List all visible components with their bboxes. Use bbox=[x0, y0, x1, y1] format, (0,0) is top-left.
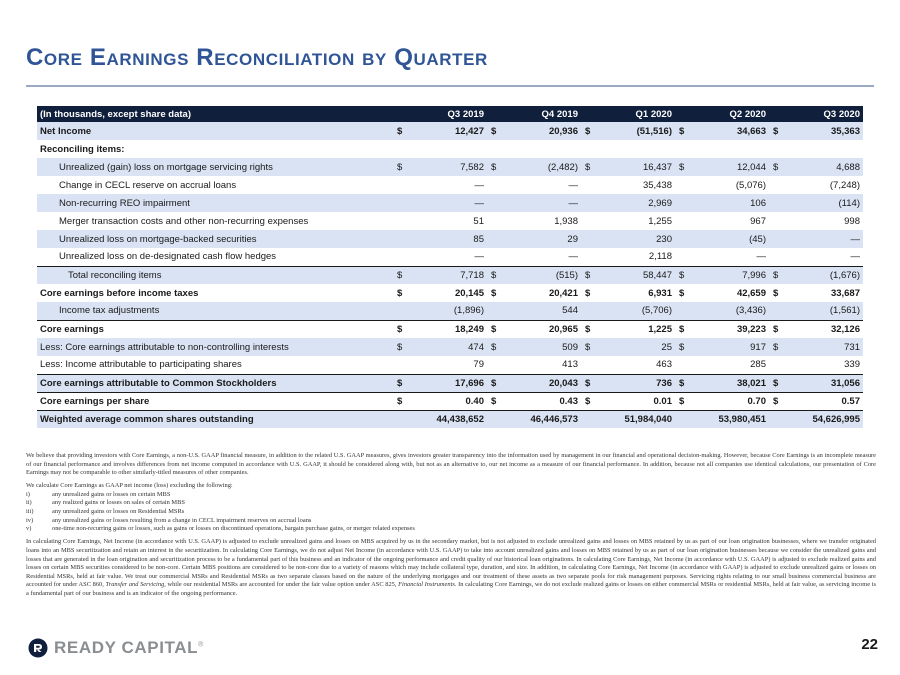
footnotes bbox=[26, 452, 876, 603]
exclusion-list bbox=[26, 491, 876, 534]
currency-sign bbox=[581, 410, 597, 428]
row-label: Core earnings bbox=[37, 320, 393, 338]
currency-sign bbox=[769, 356, 785, 374]
cell-value: (1,676) bbox=[785, 266, 863, 284]
table-row bbox=[37, 356, 863, 374]
cell-value: 1,255 bbox=[648, 215, 672, 227]
table-row bbox=[37, 140, 863, 158]
currency-sign bbox=[393, 302, 409, 320]
currency-sign bbox=[769, 248, 785, 266]
currency-sign: $ bbox=[769, 266, 785, 284]
currency-sign: $ bbox=[393, 158, 409, 176]
cell-value: 285 bbox=[750, 359, 766, 371]
footnote-paragraph: We calculate Core Earnings as GAAP net income (loss) excluding the following: bbox=[26, 482, 233, 490]
cell-value: (5,076) bbox=[735, 179, 766, 191]
currency-sign: $ bbox=[581, 338, 597, 356]
currency-sign: $ bbox=[675, 320, 691, 338]
cell-value: 1,938 bbox=[554, 215, 578, 227]
row-label: Income tax adjustments bbox=[37, 302, 393, 320]
row-label: Unrealized loss on de-designated cash flow hedges bbox=[59, 251, 277, 263]
currency-sign bbox=[769, 302, 785, 320]
cell-value: 85 bbox=[409, 230, 487, 248]
table-row bbox=[37, 248, 863, 266]
cell-value: 38,021 bbox=[691, 374, 769, 392]
cell-value: 20,145 bbox=[454, 287, 484, 299]
currency-sign bbox=[487, 212, 503, 230]
page-title: Core Earnings Reconciliation by Quarter bbox=[26, 44, 488, 71]
cell-value: — bbox=[785, 230, 863, 248]
currency-sign: $ bbox=[487, 338, 503, 356]
row-label: Merger transaction costs and other non-recurring expenses bbox=[59, 215, 309, 227]
currency-sign: $ bbox=[769, 158, 785, 176]
cell-value bbox=[785, 140, 863, 158]
table-row bbox=[37, 158, 863, 176]
cell-value: 34,663 bbox=[691, 122, 769, 140]
currency-sign: $ bbox=[675, 374, 691, 392]
cell-value: 0.43 bbox=[503, 392, 581, 410]
cell-value: 16,437 bbox=[597, 158, 675, 176]
cell-value: 51,984,040 bbox=[597, 410, 675, 428]
currency-sign: $ bbox=[675, 158, 691, 176]
cell-value: 25 bbox=[597, 338, 675, 356]
currency-sign: $ bbox=[487, 158, 503, 176]
currency-sign bbox=[581, 248, 597, 266]
footnote-paragraph: In calculating Core Earnings, Net Income (in accordance with U.S. GAAP) is adjusted to exclude unrealized gains and losses on MBS acquired by us in the secondary market, but is not adjusted to exclude unrealized gains and losses on MBS retained by us as part of our loan origination businesses, where we transfer originated loans into an MBS securitization and retain an interest in the securitization. In calculating Core Earnings, we do not adjust Net Income (in accordance with U.S. GAAP) to take into account unrealized gains and losses on MBS retained by us as part of our loan origination businesses because we consider the unrealized gains and losses that are generated in the loan origination and securitization process to be a fundamental part of this business and an indicator of the ongoing performance and credit quality of our historical loan originations. In calculating Core Earnings, Net Income (in accordance with U.S. GAAP) is adjusted to exclude realized gains and losses on certain MBS securities considered to be non-core. Certain MBS positions are considered to be non-core due to a variety of reasons which may include collateral type, duration, and size. In addition, in calculating Core Earnings, Net Income (in accordance with GAAP) is adjusted to exclude unrealized gains or losses on Residential MSRs, held at fair value. We treat our commercial MSRs and Residential MSRs as two separate classes based on the nature of the underlying mortgages and our treatment of these assets as two separate pools for risk management purposes. Servicing rights relating to our small business commercial business are accounted for under ASC 860, Transfer and Servicing, while our residential MSRs are accounted for under the fair value option under ASC 825, Financial Instruments. In calculating Core Earnings, we do not exclude realized gains or losses on either commercial MSRs or residential MSRs, held at fair value, as servicing income is a fundamental part of our business and is an indicator of the ongoing performance. bbox=[26, 538, 876, 597]
cell-value: 967 bbox=[750, 215, 766, 227]
currency-sign: $ bbox=[487, 392, 503, 410]
currency-sign: $ bbox=[393, 374, 409, 392]
currency-sign: $ bbox=[675, 266, 691, 284]
list-item bbox=[26, 517, 876, 526]
currency-sign: $ bbox=[393, 392, 409, 410]
column-header: Q1 2020 bbox=[597, 106, 675, 122]
currency-sign bbox=[487, 356, 503, 374]
logo-mark-icon bbox=[28, 638, 48, 658]
column-header: Q3 2020 bbox=[785, 106, 863, 122]
table-row bbox=[37, 338, 863, 356]
table-row bbox=[37, 230, 863, 248]
cell-value: 0.40 bbox=[409, 392, 487, 410]
cell-value: 917 bbox=[691, 338, 769, 356]
cell-value: — bbox=[568, 179, 578, 191]
currency-sign: $ bbox=[487, 122, 503, 140]
cell-value: 29 bbox=[503, 230, 581, 248]
currency-sign bbox=[675, 176, 691, 194]
currency-sign bbox=[675, 356, 691, 374]
table-row bbox=[37, 194, 863, 212]
cell-value: 53,980,451 bbox=[691, 410, 769, 428]
cell-value: 1,225 bbox=[597, 320, 675, 338]
list-number: iv) bbox=[26, 516, 34, 524]
cell-value: 20,965 bbox=[503, 320, 581, 338]
currency-sign: $ bbox=[487, 320, 503, 338]
currency-sign bbox=[393, 140, 409, 158]
currency-sign: $ bbox=[769, 392, 785, 410]
cell-value: 12,427 bbox=[409, 122, 487, 140]
currency-sign: $ bbox=[679, 287, 685, 299]
currency-sign bbox=[487, 194, 503, 212]
currency-sign: $ bbox=[675, 392, 691, 410]
list-number: iii) bbox=[26, 508, 34, 516]
cell-value: 39,223 bbox=[691, 320, 769, 338]
cell-value: 998 bbox=[844, 215, 860, 227]
row-label: Less: Income attributable to participating shares bbox=[40, 359, 242, 371]
currency-sign: $ bbox=[393, 320, 409, 338]
currency-sign bbox=[581, 140, 597, 158]
currency-sign: $ bbox=[393, 122, 409, 140]
currency-sign bbox=[675, 230, 691, 248]
currency-sign: $ bbox=[675, 122, 691, 140]
column-header: Q2 2020 bbox=[691, 106, 769, 122]
cell-value: 230 bbox=[597, 230, 675, 248]
currency-sign bbox=[581, 194, 597, 212]
cell-value: 32,126 bbox=[785, 320, 863, 338]
cell-value: 33,687 bbox=[830, 287, 860, 299]
list-text: any unrealized gains or losses on Residential MSRs bbox=[52, 508, 185, 516]
list-number: v) bbox=[26, 525, 32, 533]
list-text: any realized gains or losses on sales of certain MBS bbox=[52, 499, 185, 507]
table-row bbox=[37, 320, 863, 338]
currency-sign: $ bbox=[581, 374, 597, 392]
row-label: Change in CECL reserve on accrual loans bbox=[59, 179, 237, 191]
cell-value: 4,688 bbox=[785, 158, 863, 176]
cell-value: 6,931 bbox=[648, 287, 672, 299]
currency-sign bbox=[675, 410, 691, 428]
currency-sign: $ bbox=[487, 374, 503, 392]
currency-sign bbox=[487, 248, 503, 266]
cell-value bbox=[503, 140, 581, 158]
cell-value: 20,936 bbox=[503, 122, 581, 140]
row-label: Unrealized loss on mortgage-backed securities bbox=[37, 230, 393, 248]
cell-value: 44,438,652 bbox=[409, 410, 487, 428]
currency-sign: $ bbox=[769, 338, 785, 356]
currency-sign bbox=[487, 230, 503, 248]
currency-sign bbox=[487, 410, 503, 428]
cell-value: 0.70 bbox=[691, 392, 769, 410]
table-row bbox=[37, 212, 863, 230]
cell-value bbox=[409, 140, 487, 158]
currency-sign bbox=[581, 302, 597, 320]
cell-value: 20,043 bbox=[503, 374, 581, 392]
currency-sign: $ bbox=[769, 374, 785, 392]
cell-value: 463 bbox=[656, 359, 672, 371]
cell-value: 79 bbox=[473, 359, 484, 371]
currency-sign bbox=[769, 212, 785, 230]
currency-sign: $ bbox=[397, 287, 403, 299]
currency-sign bbox=[581, 176, 597, 194]
cell-value: (515) bbox=[503, 266, 581, 284]
currency-sign: $ bbox=[581, 122, 597, 140]
row-label: Less: Core earnings attributable to non-controlling interests bbox=[37, 338, 393, 356]
cell-value: 7,996 bbox=[691, 266, 769, 284]
row-label: Non-recurring REO impairment bbox=[37, 194, 393, 212]
cell-value: — bbox=[474, 251, 484, 263]
cell-value: — bbox=[503, 194, 581, 212]
cell-value: (114) bbox=[785, 194, 863, 212]
cell-value: 736 bbox=[597, 374, 675, 392]
cell-value: (5,706) bbox=[597, 302, 675, 320]
cell-value: 20,421 bbox=[548, 287, 578, 299]
currency-sign bbox=[769, 194, 785, 212]
table-row bbox=[37, 302, 863, 320]
currency-sign bbox=[393, 248, 409, 266]
cell-value: 7,718 bbox=[409, 266, 487, 284]
row-label: Core earnings attributable to Common Stockholders bbox=[37, 374, 393, 392]
reconciliation-table bbox=[37, 106, 863, 428]
cell-value: 2,969 bbox=[597, 194, 675, 212]
cell-value: 46,446,573 bbox=[503, 410, 581, 428]
currency-sign bbox=[769, 176, 785, 194]
currency-sign: $ bbox=[773, 287, 779, 299]
cell-value: — bbox=[409, 194, 487, 212]
currency-sign bbox=[487, 140, 503, 158]
company-logo bbox=[28, 638, 204, 658]
list-item bbox=[26, 499, 876, 508]
currency-sign: $ bbox=[491, 287, 497, 299]
currency-sign bbox=[675, 302, 691, 320]
cell-value: 106 bbox=[691, 194, 769, 212]
cell-value: 42,659 bbox=[736, 287, 766, 299]
currency-sign bbox=[393, 230, 409, 248]
row-label: Net Income bbox=[37, 122, 393, 140]
table-row bbox=[37, 122, 863, 140]
table-row bbox=[37, 284, 863, 302]
currency-sign bbox=[393, 176, 409, 194]
column-header: Q3 2019 bbox=[409, 106, 487, 122]
currency-sign bbox=[769, 410, 785, 428]
cell-value: 2,118 bbox=[648, 251, 672, 263]
cell-value: 54,626,995 bbox=[785, 410, 863, 428]
cell-value: 51 bbox=[473, 215, 484, 227]
cell-value: — bbox=[474, 179, 484, 191]
cell-value: 339 bbox=[844, 359, 860, 371]
list-number: ii) bbox=[26, 499, 32, 507]
cell-value: (2,482) bbox=[503, 158, 581, 176]
currency-sign bbox=[675, 248, 691, 266]
currency-sign bbox=[487, 176, 503, 194]
currency-sign: $ bbox=[581, 320, 597, 338]
cell-value: (45) bbox=[691, 230, 769, 248]
cell-value: (51,516) bbox=[597, 122, 675, 140]
currency-sign bbox=[675, 194, 691, 212]
cell-value: 35,438 bbox=[642, 179, 672, 191]
cell-value: 509 bbox=[503, 338, 581, 356]
cell-value: 0.01 bbox=[597, 392, 675, 410]
list-text: any unrealized gains or losses on certain MBS bbox=[52, 490, 171, 498]
cell-value: (3,436) bbox=[691, 302, 769, 320]
cell-value: 31,056 bbox=[785, 374, 863, 392]
logo-text: READY CAPITAL® bbox=[54, 638, 204, 657]
currency-sign bbox=[393, 194, 409, 212]
row-label: Total reconciling items bbox=[37, 266, 393, 284]
cell-value: 7,582 bbox=[409, 158, 487, 176]
table-row bbox=[37, 410, 863, 428]
table-row bbox=[37, 374, 863, 392]
cell-value: 544 bbox=[503, 302, 581, 320]
cell-value: (7,248) bbox=[829, 179, 860, 191]
cell-value: 731 bbox=[785, 338, 863, 356]
table-row bbox=[37, 176, 863, 194]
cell-value: — bbox=[568, 251, 578, 263]
currency-sign bbox=[393, 356, 409, 374]
currency-sign: $ bbox=[393, 338, 409, 356]
row-label: Reconciling items: bbox=[40, 143, 125, 155]
cell-value: 18,249 bbox=[409, 320, 487, 338]
table-row bbox=[37, 392, 863, 410]
currency-sign: $ bbox=[675, 338, 691, 356]
cell-value: — bbox=[756, 251, 766, 263]
cell-value: 474 bbox=[409, 338, 487, 356]
currency-sign bbox=[769, 230, 785, 248]
currency-sign: $ bbox=[769, 122, 785, 140]
currency-sign: $ bbox=[769, 320, 785, 338]
header-label: (In thousands, except share data) bbox=[37, 106, 393, 122]
cell-value bbox=[691, 140, 769, 158]
cell-value: 0.57 bbox=[785, 392, 863, 410]
table-row bbox=[37, 266, 863, 284]
list-text: one-time non-recurring gains or losses, such as gains or losses on discontinued operations, bargain purchase gains, or merger related expenses bbox=[52, 525, 415, 533]
currency-sign: $ bbox=[581, 392, 597, 410]
row-label: Core earnings per share bbox=[37, 392, 393, 410]
currency-sign bbox=[581, 356, 597, 374]
currency-sign: $ bbox=[581, 266, 597, 284]
footnote-paragraph: We believe that providing investors with Core Earnings, a non-U.S. GAAP financial measure, in addition to the related U.S. GAAP measures, gives investors greater transparency into the information used by management in our financial and operational decision-making. However, because Core Earnings is an incomplete measure of our financial performance and involves differences from net income computed in accordance with U.S. GAAP, it should be considered along with, but not as an alternative to, our net income as a measure of our financial performance. In addition, because not all companies use identical calculations, our presentation of Core Earnings may not be comparable to other similarly-titled measures of other companies. bbox=[26, 452, 876, 477]
page-number: 22 bbox=[861, 636, 878, 653]
cell-value: (1,896) bbox=[409, 302, 487, 320]
list-item bbox=[26, 525, 876, 534]
row-label: Weighted average common shares outstanding bbox=[37, 410, 393, 428]
list-item bbox=[26, 491, 876, 500]
cell-value: — bbox=[850, 251, 860, 263]
cell-value: 413 bbox=[562, 359, 578, 371]
currency-sign bbox=[581, 212, 597, 230]
currency-sign bbox=[675, 140, 691, 158]
cell-value: (1,561) bbox=[785, 302, 863, 320]
currency-sign: $ bbox=[581, 158, 597, 176]
currency-sign bbox=[393, 212, 409, 230]
list-number: i) bbox=[26, 490, 30, 498]
cell-value: 35,363 bbox=[785, 122, 863, 140]
cell-value: 17,696 bbox=[409, 374, 487, 392]
row-label: Unrealized (gain) loss on mortgage servicing rights bbox=[37, 158, 393, 176]
currency-sign: $ bbox=[393, 266, 409, 284]
row-label: Core earnings before income taxes bbox=[40, 287, 199, 299]
title-divider bbox=[26, 85, 874, 87]
currency-sign: $ bbox=[487, 266, 503, 284]
currency-sign bbox=[581, 230, 597, 248]
currency-sign bbox=[393, 410, 409, 428]
currency-sign: $ bbox=[585, 287, 591, 299]
cell-value bbox=[597, 140, 675, 158]
table-header-row bbox=[37, 106, 863, 122]
currency-sign bbox=[769, 140, 785, 158]
currency-sign bbox=[675, 212, 691, 230]
list-item bbox=[26, 508, 876, 517]
list-text: any unrealized gains or losses resulting from a change in CECL impairment reserves on accrual loans bbox=[52, 516, 312, 524]
column-header: Q4 2019 bbox=[503, 106, 581, 122]
cell-value: 58,447 bbox=[597, 266, 675, 284]
currency-sign bbox=[487, 302, 503, 320]
cell-value: 12,044 bbox=[691, 158, 769, 176]
